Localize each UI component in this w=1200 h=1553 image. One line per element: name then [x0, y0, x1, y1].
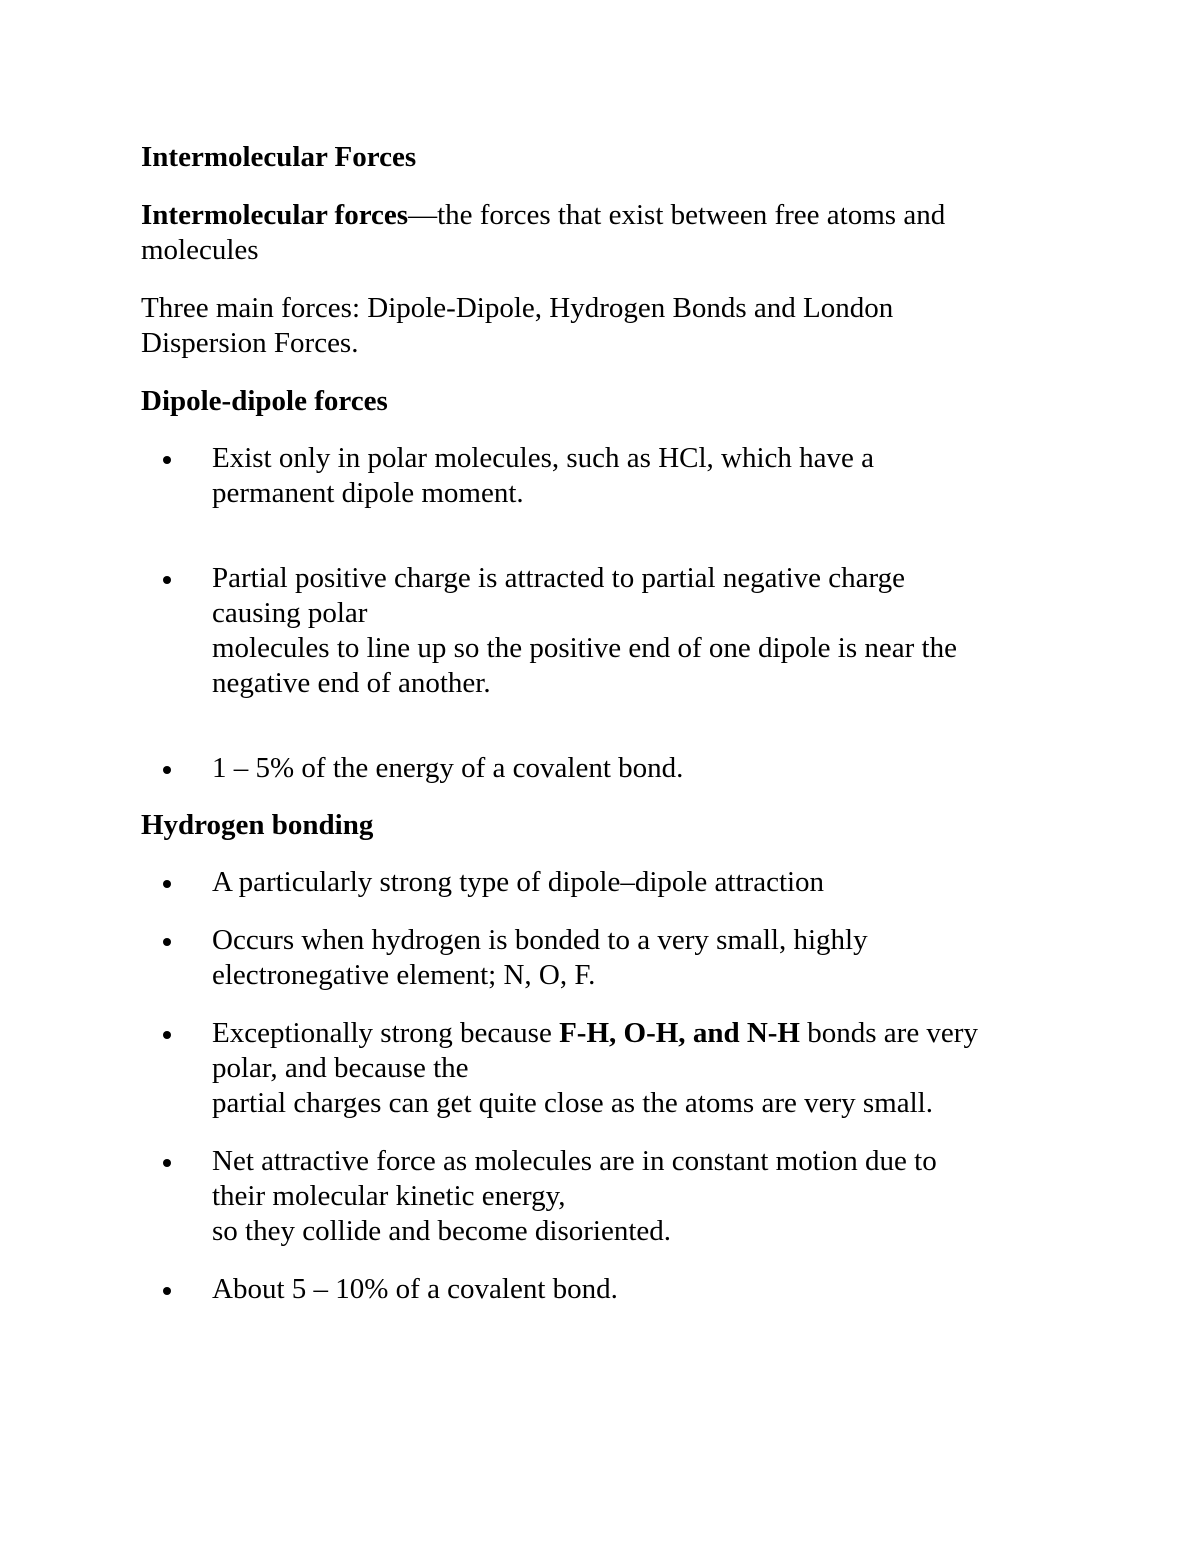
list-item-line: so they collide and become disoriented. [212, 1215, 672, 1247]
text-run [686, 1017, 693, 1049]
bullet-icon [163, 1159, 171, 1167]
hydrogen-bullet-list [141, 865, 1061, 1307]
document-title: Intermolecular Forces [141, 141, 417, 173]
list-item [141, 865, 1061, 900]
bullet-icon [163, 766, 171, 774]
bold-bond-nh: N-H [746, 1017, 800, 1049]
bullet-icon [163, 880, 171, 888]
list-item-line: their molecular kinetic energy, [212, 1180, 566, 1212]
list-item-line: 1 – 5% of the energy of a covalent bond. [212, 752, 684, 784]
summary-line: Dispersion Forces. [141, 327, 359, 359]
text-run [740, 1017, 747, 1049]
list-item [141, 1272, 1061, 1307]
list-item-line: polar, and because the [212, 1052, 469, 1084]
summary-line: Three main forces: Dipole-Dipole, Hydrogen Bonds and London [141, 292, 894, 324]
section-heading-hydrogen: Hydrogen bonding [141, 809, 374, 841]
bold-bond-oh: O-H, [623, 1017, 686, 1049]
list-item-line: Occurs when hydrogen is bonded to a very small, highly [212, 924, 868, 956]
bold-and: and [692, 1017, 740, 1049]
list-item-line: molecules to line up so the positive end of one dipole is near the [212, 632, 957, 664]
list-item-line: Partial positive charge is attracted to partial negative charge [212, 562, 906, 594]
list-item [141, 561, 1061, 701]
list-item-line: causing polar [212, 597, 368, 629]
list-item [141, 1016, 1061, 1121]
bullet-icon [163, 576, 171, 584]
list-item [141, 441, 1061, 511]
text-run [616, 1017, 623, 1049]
text-run: bonds are very [800, 1017, 978, 1049]
list-item-line [212, 1016, 1061, 1051]
list-item [141, 1144, 1061, 1249]
list-item-line: Net attractive force as molecules are in constant motion due to [212, 1145, 937, 1177]
definition-term: Intermolecular forces [141, 199, 409, 231]
bold-bond-fh: F-H, [559, 1017, 617, 1049]
list-item-line: permanent dipole moment. [212, 477, 524, 509]
list-item-line: About 5 – 10% of a covalent bond. [212, 1273, 618, 1305]
section-heading-dipole: Dipole-dipole forces [141, 385, 388, 417]
list-item-line: negative end of another. [212, 667, 491, 699]
text-run: Exceptionally strong because [212, 1017, 560, 1049]
bullet-icon [163, 456, 171, 464]
list-item-line: Exist only in polar molecules, such as HCl, which have a [212, 442, 875, 474]
list-item-line: partial charges can get quite close as the atoms are very small. [212, 1087, 933, 1119]
definition-paragraph [141, 198, 1061, 268]
bullet-icon [163, 1031, 171, 1039]
definition-text: —the forces that exist between free atoms and molecules [141, 199, 946, 266]
bullet-icon [163, 938, 171, 946]
dipole-bullet-list [141, 441, 1061, 786]
list-item-line: A particularly strong type of dipole–dipole attraction [212, 866, 825, 898]
document-page [141, 140, 1061, 1307]
list-item [141, 751, 1061, 786]
summary-paragraph [141, 291, 1061, 361]
list-item-line: electronegative element; N, O, F. [212, 959, 596, 991]
bullet-icon [163, 1287, 171, 1295]
list-item [141, 923, 1061, 993]
